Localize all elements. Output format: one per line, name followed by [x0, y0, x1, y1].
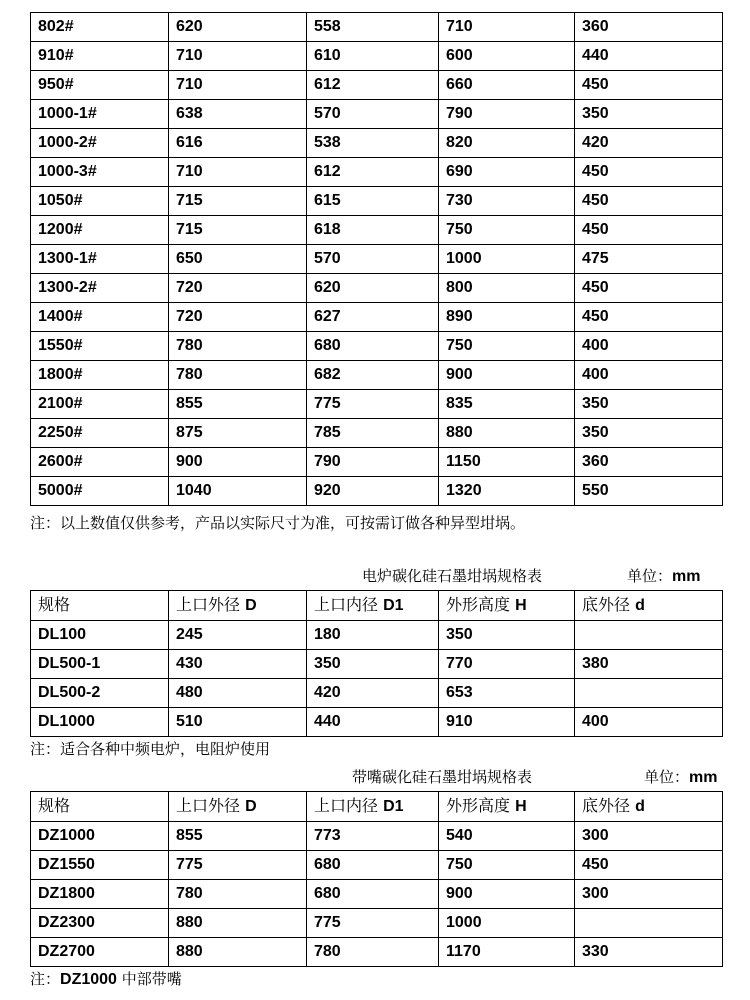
- unit-label: 单位：: [627, 567, 673, 585]
- column-header: [575, 792, 723, 822]
- model-cell: 1300-2#: [31, 274, 169, 303]
- dimension-cell: 1000: [439, 245, 575, 274]
- dimension-cell: 1000: [439, 909, 575, 938]
- column-header: [307, 792, 439, 822]
- model-cell: 1000-3#: [31, 158, 169, 187]
- model-cell: DZ2700: [31, 938, 169, 967]
- dimension-cell: 780: [169, 332, 307, 361]
- dimension-cell: 900: [439, 880, 575, 909]
- dimension-cell: 750: [439, 332, 575, 361]
- note-suffix: 中部带嘴: [116, 970, 182, 988]
- dimension-cell: 1320: [439, 477, 575, 506]
- table-row: [31, 909, 723, 938]
- model-cell: DL500-2: [31, 679, 169, 708]
- dimension-cell: 900: [169, 448, 307, 477]
- dimension-cell: 450: [575, 274, 723, 303]
- table3-unit: [644, 766, 717, 787]
- dimension-cell: 775: [169, 851, 307, 880]
- column-header-text: 规格: [38, 796, 71, 815]
- table3-note: [30, 968, 182, 989]
- table2-unit: [627, 565, 700, 586]
- dimension-cell: 910: [439, 708, 575, 737]
- column-header: [575, 591, 723, 621]
- dimension-cell: 450: [575, 158, 723, 187]
- dimension-cell: 680: [307, 851, 439, 880]
- table-row: [31, 621, 723, 650]
- column-header-code: D: [245, 798, 257, 815]
- dimension-cell: 750: [439, 851, 575, 880]
- table-header-row: [31, 591, 723, 621]
- column-header-text: 外形高度: [446, 796, 516, 815]
- unit-value: mm: [689, 769, 718, 786]
- dimension-cell: [575, 909, 723, 938]
- model-cell: 2100#: [31, 390, 169, 419]
- dimension-cell: 720: [169, 303, 307, 332]
- model-cell: 1000-2#: [31, 129, 169, 158]
- dimension-cell: 855: [169, 822, 307, 851]
- dimension-cell: 650: [169, 245, 307, 274]
- dimension-cell: 627: [307, 303, 439, 332]
- column-header-text: 规格: [38, 595, 71, 614]
- dimension-cell: 510: [169, 708, 307, 737]
- model-cell: DZ1550: [31, 851, 169, 880]
- column-header-text: 外形高度: [446, 595, 516, 614]
- dimension-cell: 616: [169, 129, 307, 158]
- dimension-cell: 330: [575, 938, 723, 967]
- column-header-code: D1: [383, 798, 404, 815]
- table-row: [31, 708, 723, 737]
- model-cell: 5000#: [31, 477, 169, 506]
- dimension-cell: 610: [307, 42, 439, 71]
- dimension-cell: 900: [439, 361, 575, 390]
- dimension-cell: 380: [575, 650, 723, 679]
- dimension-cell: 612: [307, 71, 439, 100]
- model-cell: 1300-1#: [31, 245, 169, 274]
- dimension-cell: 300: [575, 880, 723, 909]
- unit-value: mm: [672, 568, 701, 585]
- dimension-cell: 1040: [169, 477, 307, 506]
- dimension-cell: 880: [439, 419, 575, 448]
- table-row: [31, 274, 723, 303]
- dimension-cell: 730: [439, 187, 575, 216]
- crucible-spec-table-continued: [30, 12, 723, 506]
- dimension-cell: 835: [439, 390, 575, 419]
- dimension-cell: 775: [307, 909, 439, 938]
- model-cell: 1050#: [31, 187, 169, 216]
- table-row: [31, 13, 723, 42]
- dimension-cell: 773: [307, 822, 439, 851]
- table-row: [31, 448, 723, 477]
- model-cell: DZ1800: [31, 880, 169, 909]
- table-row: [31, 158, 723, 187]
- model-cell: 1400#: [31, 303, 169, 332]
- dimension-cell: 680: [307, 880, 439, 909]
- column-header: [169, 591, 307, 621]
- table-row: [31, 880, 723, 909]
- dimension-cell: 450: [575, 187, 723, 216]
- dimension-cell: 820: [439, 129, 575, 158]
- table-row: [31, 851, 723, 880]
- table-row: [31, 477, 723, 506]
- table-row: [31, 100, 723, 129]
- dimension-cell: 480: [169, 679, 307, 708]
- column-header-code: D: [245, 597, 257, 614]
- model-cell: 802#: [31, 13, 169, 42]
- table-row: [31, 303, 723, 332]
- dimension-cell: 875: [169, 419, 307, 448]
- table-row: [31, 332, 723, 361]
- dimension-cell: 180: [307, 621, 439, 650]
- table2-note: 注：适合各种中频电炉，电阻炉使用: [30, 740, 271, 758]
- model-cell: 910#: [31, 42, 169, 71]
- table-row: [31, 938, 723, 967]
- column-header-code: H: [515, 798, 527, 815]
- dimension-cell: 775: [307, 390, 439, 419]
- dimension-cell: 400: [575, 708, 723, 737]
- dimension-cell: 570: [307, 100, 439, 129]
- dimension-cell: [575, 679, 723, 708]
- dimension-cell: 538: [307, 129, 439, 158]
- dimension-cell: 710: [169, 158, 307, 187]
- dimension-cell: 770: [439, 650, 575, 679]
- column-header: [31, 591, 169, 621]
- note-code: DZ1000: [60, 971, 117, 988]
- table1-note: 注：以上数值仅供参考，产品以实际尺寸为准，可按需订做各种异型坩埚。: [30, 514, 526, 532]
- dimension-cell: 430: [169, 650, 307, 679]
- dimension-cell: 450: [575, 851, 723, 880]
- dimension-cell: 450: [575, 71, 723, 100]
- table-header-row: [31, 792, 723, 822]
- dimension-cell: 720: [169, 274, 307, 303]
- dimension-cell: 780: [169, 361, 307, 390]
- table-row: [31, 187, 723, 216]
- electric-furnace-crucible-table: [30, 590, 723, 737]
- dimension-cell: 1150: [439, 448, 575, 477]
- dimension-cell: 780: [169, 880, 307, 909]
- table-row: [31, 650, 723, 679]
- model-cell: 1200#: [31, 216, 169, 245]
- dimension-cell: 350: [575, 100, 723, 129]
- dimension-cell: 420: [307, 679, 439, 708]
- column-header: [307, 591, 439, 621]
- dimension-cell: 715: [169, 187, 307, 216]
- dimension-cell: 618: [307, 216, 439, 245]
- dimension-cell: 558: [307, 13, 439, 42]
- column-header-code: H: [515, 597, 527, 614]
- column-header-code: D1: [383, 597, 404, 614]
- table-row: [31, 361, 723, 390]
- model-cell: DZ2300: [31, 909, 169, 938]
- dimension-cell: 400: [575, 332, 723, 361]
- dimension-cell: 855: [169, 390, 307, 419]
- dimension-cell: 245: [169, 621, 307, 650]
- dimension-cell: 420: [575, 129, 723, 158]
- dimension-cell: 920: [307, 477, 439, 506]
- table-row: [31, 419, 723, 448]
- model-cell: 2250#: [31, 419, 169, 448]
- dimension-cell: 350: [307, 650, 439, 679]
- table-row: [31, 216, 723, 245]
- dimension-cell: 475: [575, 245, 723, 274]
- dimension-cell: 710: [439, 13, 575, 42]
- dimension-cell: 660: [439, 71, 575, 100]
- dimension-cell: 400: [575, 361, 723, 390]
- model-cell: DZ1000: [31, 822, 169, 851]
- dimension-cell: 615: [307, 187, 439, 216]
- dimension-cell: 638: [169, 100, 307, 129]
- dimension-cell: 880: [169, 938, 307, 967]
- table2-caption: 电炉碳化硅石墨坩埚规格表: [362, 567, 543, 585]
- model-cell: DL1000: [31, 708, 169, 737]
- table-row: [31, 822, 723, 851]
- dimension-cell: 350: [439, 621, 575, 650]
- model-cell: 950#: [31, 71, 169, 100]
- model-cell: DL100: [31, 621, 169, 650]
- table-row: [31, 42, 723, 71]
- column-header: [439, 792, 575, 822]
- table-row: [31, 245, 723, 274]
- dimension-cell: 350: [575, 419, 723, 448]
- column-header-text: 上口内径: [314, 595, 384, 614]
- dimension-cell: 780: [307, 938, 439, 967]
- dimension-cell: 570: [307, 245, 439, 274]
- table-row: [31, 679, 723, 708]
- dimension-cell: 550: [575, 477, 723, 506]
- column-header: [169, 792, 307, 822]
- dimension-cell: 800: [439, 274, 575, 303]
- dimension-cell: 690: [439, 158, 575, 187]
- dimension-cell: 300: [575, 822, 723, 851]
- dimension-cell: 680: [307, 332, 439, 361]
- dimension-cell: 440: [575, 42, 723, 71]
- dimension-cell: 790: [307, 448, 439, 477]
- dimension-cell: 880: [169, 909, 307, 938]
- dimension-cell: 750: [439, 216, 575, 245]
- model-cell: DL500-1: [31, 650, 169, 679]
- dimension-cell: 785: [307, 419, 439, 448]
- column-header-code: d: [635, 597, 645, 614]
- table-row: [31, 129, 723, 158]
- dimension-cell: 890: [439, 303, 575, 332]
- dimension-cell: 682: [307, 361, 439, 390]
- dimension-cell: 715: [169, 216, 307, 245]
- unit-label: 单位：: [644, 768, 690, 786]
- dimension-cell: 612: [307, 158, 439, 187]
- column-header-text: 底外径: [582, 595, 636, 614]
- model-cell: 1000-1#: [31, 100, 169, 129]
- table-row: [31, 71, 723, 100]
- dimension-cell: 1170: [439, 938, 575, 967]
- model-cell: 1550#: [31, 332, 169, 361]
- dimension-cell: [575, 621, 723, 650]
- dimension-cell: 710: [169, 71, 307, 100]
- dimension-cell: 653: [439, 679, 575, 708]
- note-prefix: 注：: [30, 970, 61, 988]
- dimension-cell: 600: [439, 42, 575, 71]
- dimension-cell: 440: [307, 708, 439, 737]
- dimension-cell: 620: [169, 13, 307, 42]
- dimension-cell: 790: [439, 100, 575, 129]
- dimension-cell: 350: [575, 390, 723, 419]
- dimension-cell: 710: [169, 42, 307, 71]
- column-header-text: 上口外径: [176, 595, 246, 614]
- column-header-text: 上口外径: [176, 796, 246, 815]
- dimension-cell: 360: [575, 13, 723, 42]
- column-header: [31, 792, 169, 822]
- spout-crucible-table: [30, 791, 723, 967]
- dimension-cell: 450: [575, 303, 723, 332]
- column-header-text: 上口内径: [314, 796, 384, 815]
- dimension-cell: 360: [575, 448, 723, 477]
- column-header-code: d: [635, 798, 645, 815]
- dimension-cell: 450: [575, 216, 723, 245]
- table3-caption: 带嘴碳化硅石墨坩埚规格表: [352, 768, 533, 786]
- dimension-cell: 540: [439, 822, 575, 851]
- column-header: [439, 591, 575, 621]
- dimension-cell: 620: [307, 274, 439, 303]
- model-cell: 2600#: [31, 448, 169, 477]
- column-header-text: 底外径: [582, 796, 636, 815]
- table-row: [31, 390, 723, 419]
- model-cell: 1800#: [31, 361, 169, 390]
